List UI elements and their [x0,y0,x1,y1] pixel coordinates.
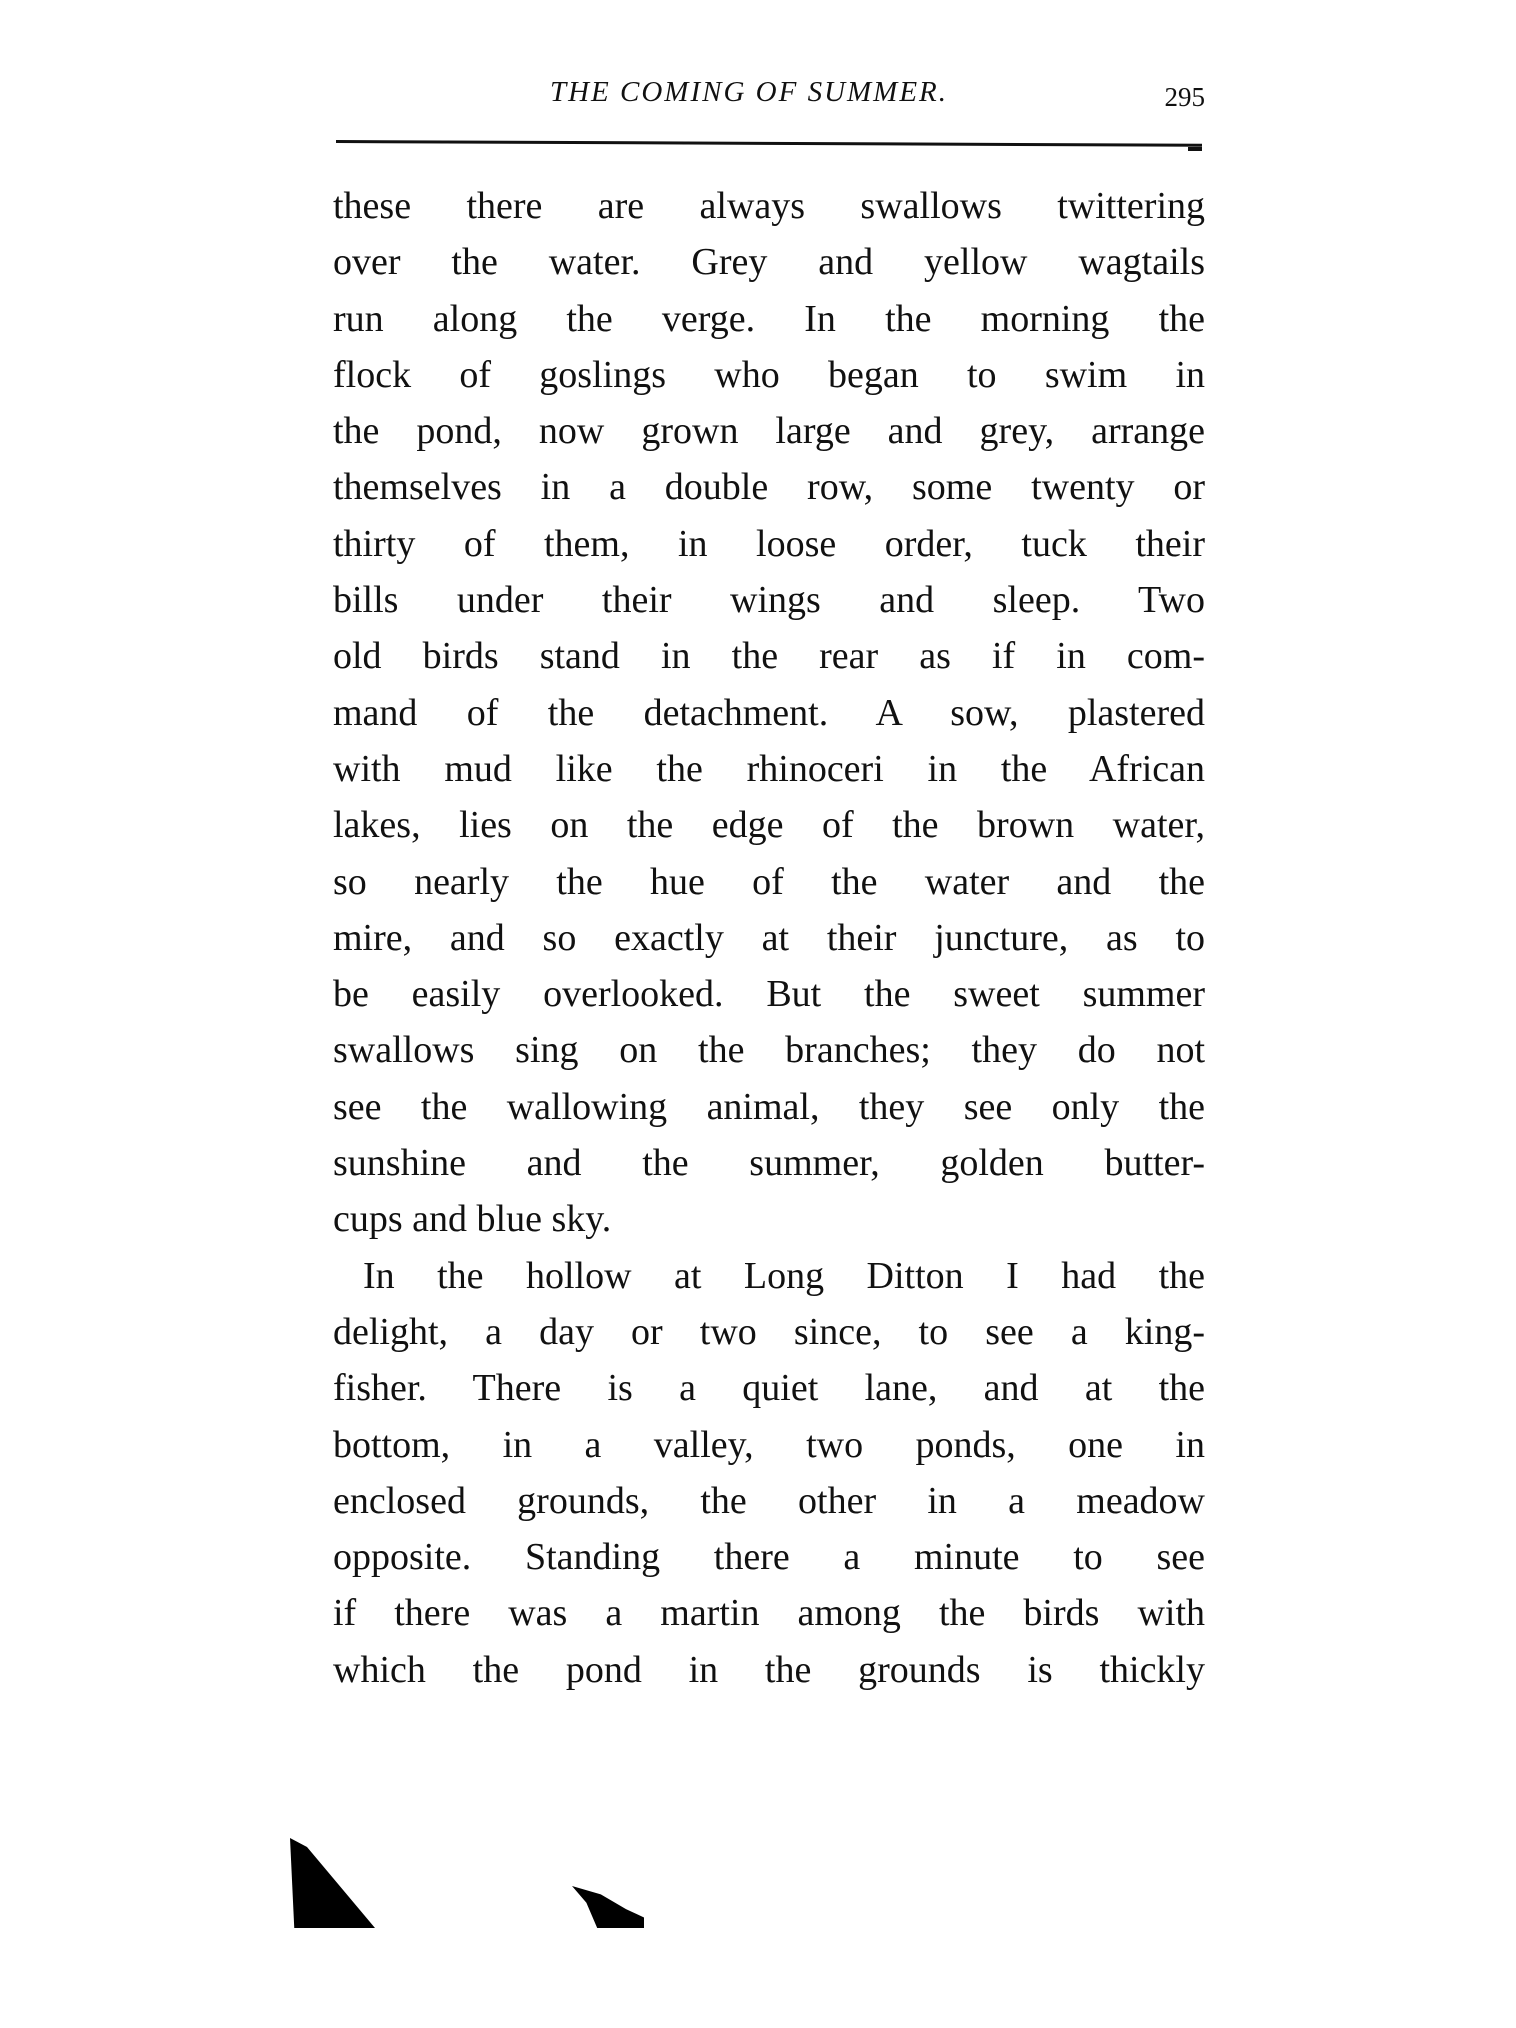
running-title: THE COMING OF SUMMER. [549,76,948,108]
page-number: 295 [1164,82,1205,112]
text-line: delight, a day or two since, to see a king- [333,1310,1205,1353]
scan-artifact [290,1838,375,1928]
text-line: these there are always swallows twittering [333,185,1205,227]
body-text [333,178,1205,1698]
text-line: lakes, lies on the edge of the brown water, [333,804,1205,847]
text-line: fisher. There is a quiet lane, and at the [333,1367,1205,1410]
text-line: bills under their wings and sleep. Two [333,579,1205,622]
text-line: opposite. Standing there a minute to see [333,1536,1205,1579]
text-line: old birds stand in the rear as if in com- [333,635,1205,678]
text-line: run along the verge. In the morning the [333,297,1205,340]
text-line: sunshine and the summer, golden butter- [333,1142,1205,1185]
text-line: enclosed grounds, the other in a meadow [333,1479,1205,1522]
text-line: over the water. Grey and yellow wagtails [333,241,1205,284]
text-line: with mud like the rhinoceri in the African [333,747,1205,790]
text-line: swallows sing on the branches; they do not [333,1029,1205,1072]
text-line: flock of goslings who began to swim in [333,353,1205,396]
text-line: if there was a martin among the birds with [333,1592,1205,1635]
header-rule [336,140,1202,147]
text-line: thirty of them, in loose order, tuck their [333,522,1205,565]
text-line: be easily overlooked. But the sweet summer [333,973,1205,1016]
text-line: bottom, in a valley, two ponds, one in [333,1423,1205,1466]
header-rule-end [1188,147,1202,151]
text-line: In the hollow at Long Ditton I had the [363,1254,1205,1297]
scan-artifact [572,1886,644,1928]
text-line: mand of the detachment. A sow, plastered [333,691,1205,734]
text-line: mire, and so exactly at their juncture, as to [333,916,1205,959]
text-line: see the wallowing animal, they see only the [333,1085,1205,1128]
text-line: cups and blue sky. [333,1198,612,1241]
text-line: so nearly the hue of the water and the [333,860,1205,903]
text-line: the pond, now grown large and grey, arrange [333,410,1205,453]
page-header [333,72,1205,122]
text-line: which the pond in the grounds is thickly [333,1648,1205,1691]
text-line: themselves in a double row, some twenty or [333,466,1205,509]
